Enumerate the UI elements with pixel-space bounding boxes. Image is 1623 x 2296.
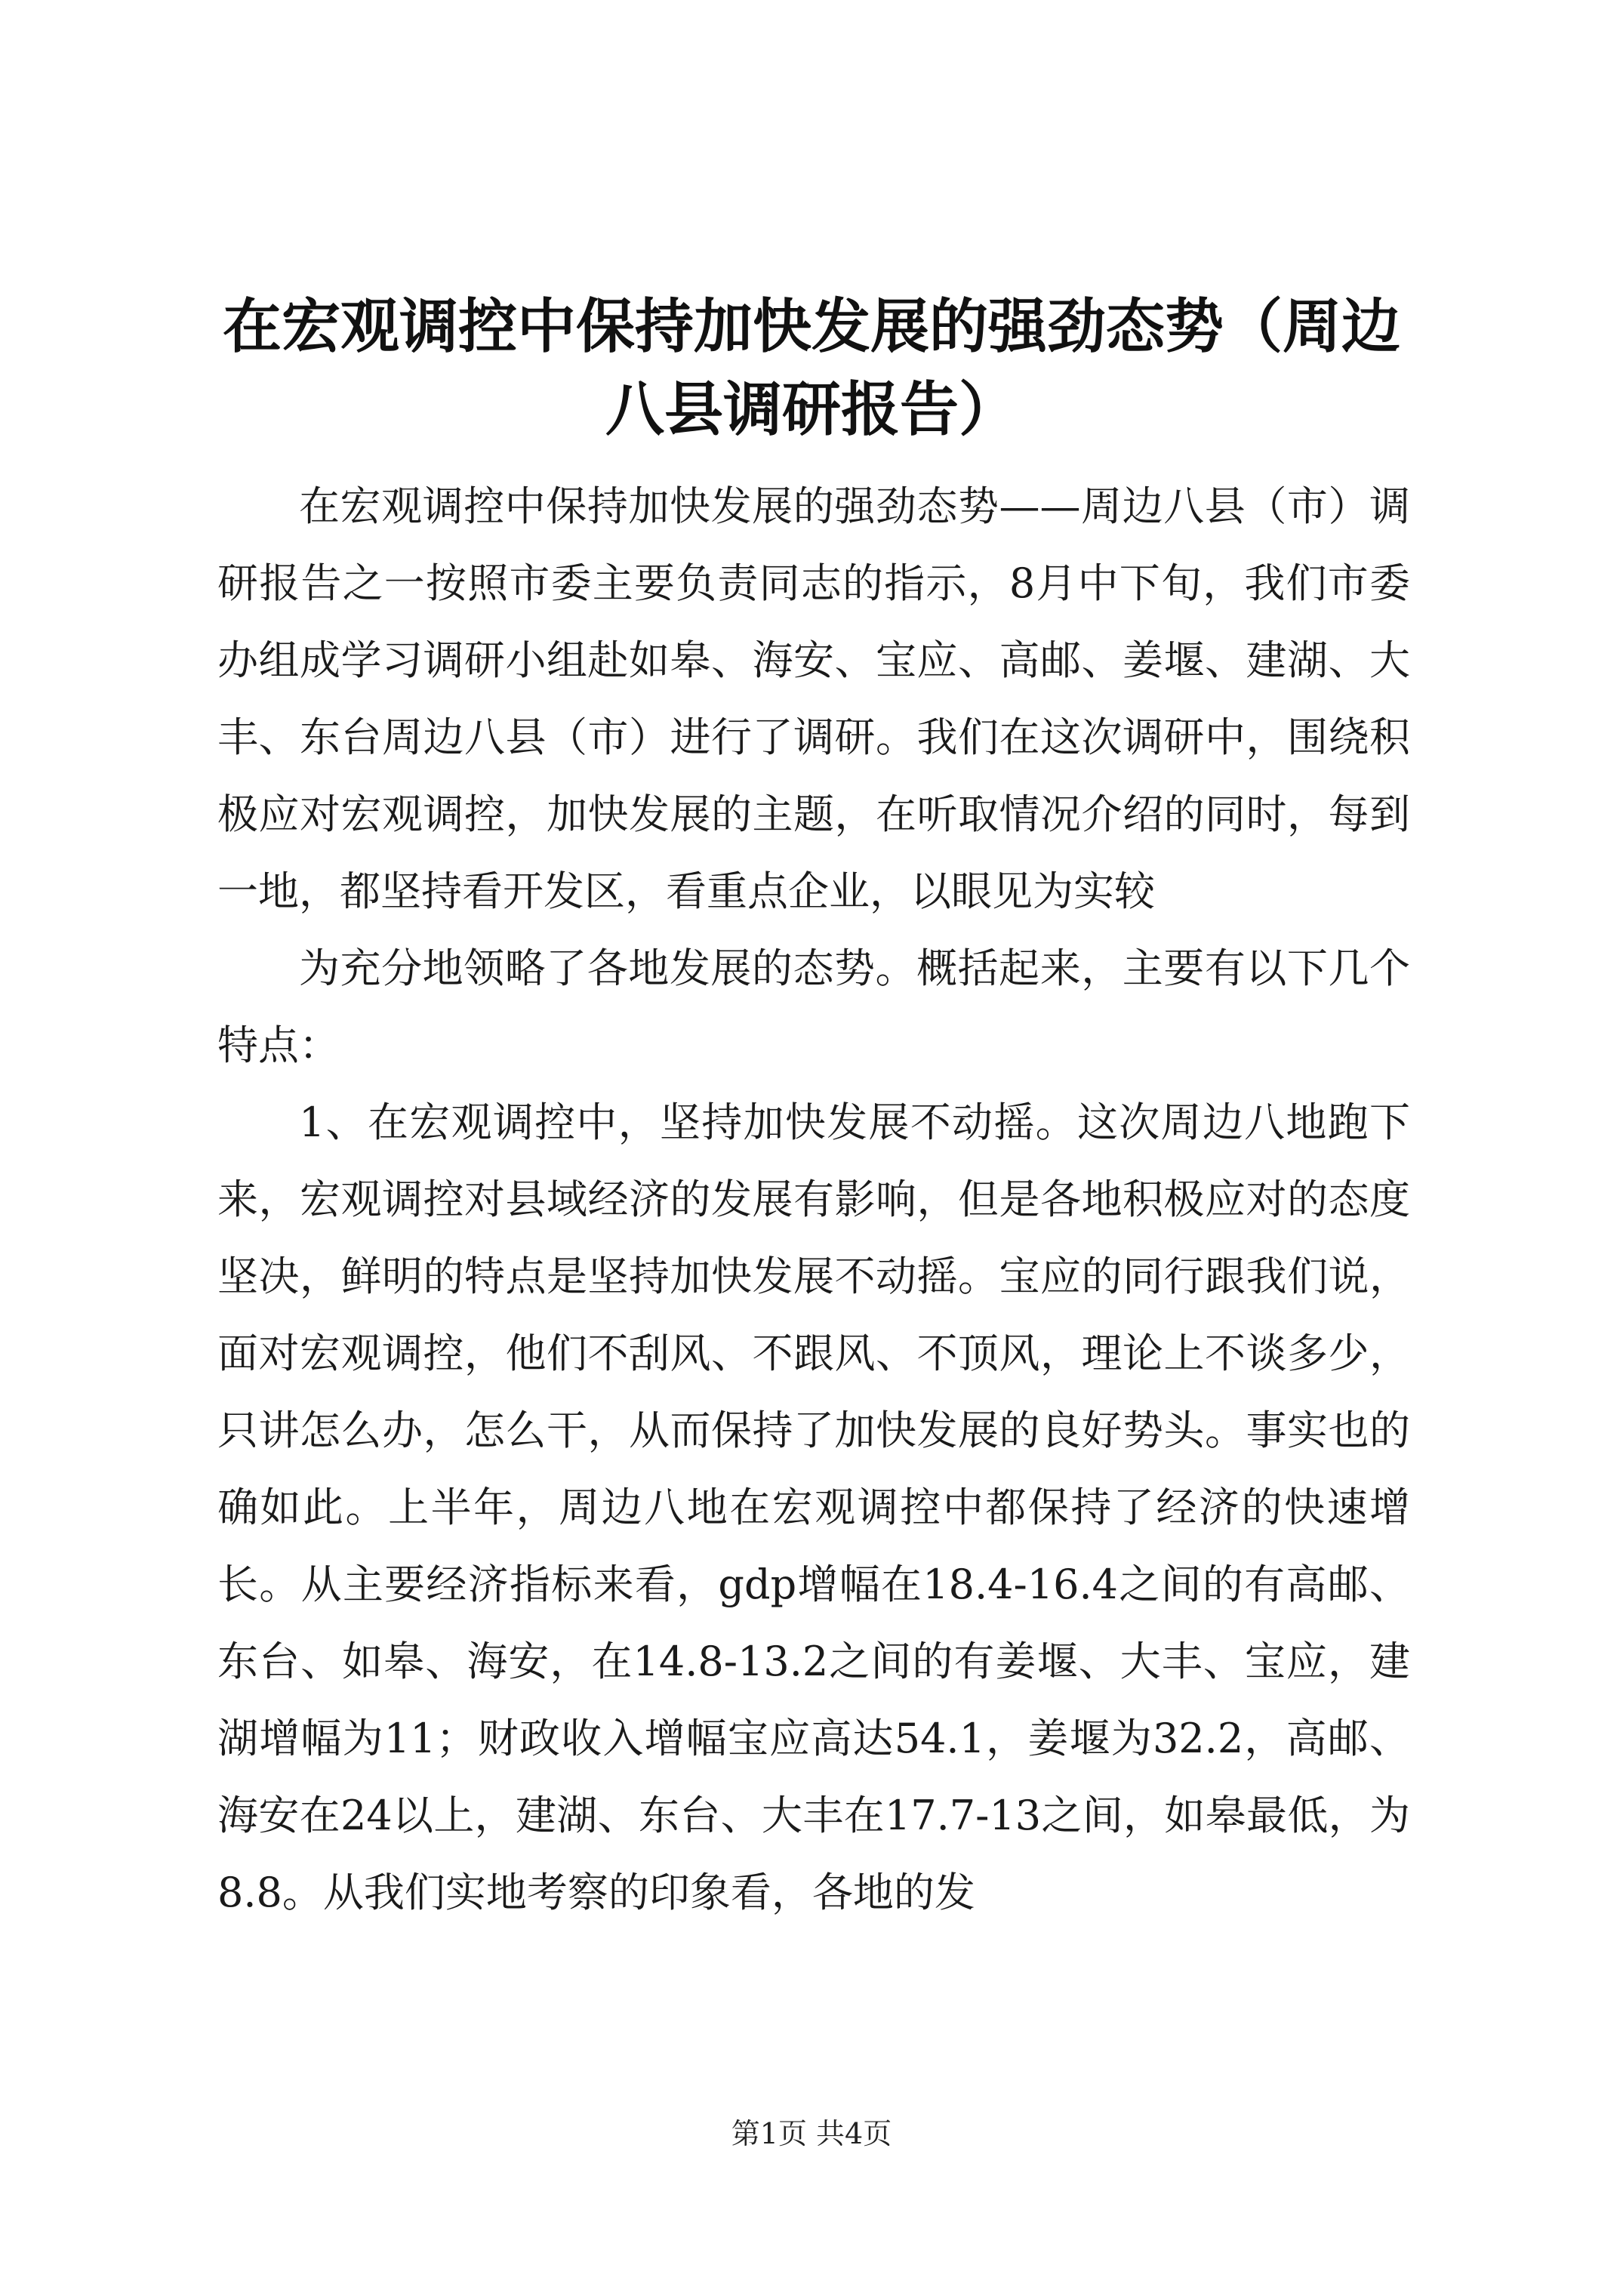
title-line-1: 在宏观调控中保持加快发展的强劲态势（周边 — [222, 292, 1400, 361]
paragraph-intro: 在宏观调控中保持加快发展的强劲态势——周边八县（市）调研报告之一按照市委主要负责同志的指示，8月中下旬，我们市委办组成学习调研小组赴如皋、海安、宝应、高邮、姜堰、建湖、大丰、东台周边八县（市）进行了调研。我们在这次调研中，围绕积极应对宏观调控，加快发展的主题，在听取情况介绍的同时，每到一地，都坚持看开发区，看重点企业，以眼见为实较 — [217, 482, 1410, 915]
paragraph-summary: 为充分地领略了各地发展的态势。概括起来，主要有以下几个特点： — [217, 945, 1410, 1069]
page-footer: 第1页 共4页 — [731, 2117, 892, 2150]
document-title — [181, 285, 1442, 451]
document-body — [217, 468, 1410, 1931]
title-line-2: 八县调研报告） — [605, 375, 1018, 444]
paragraph-point-1: 1、在宏观调控中，坚持加快发展不动摇。这次周边八地跑下来，宏观调控对县域经济的发展有影响，但是各地积极应对的态度坚决，鲜明的特点是坚持加快发展不动摇。宝应的同行跟我们说，面对宏观调控，他们不刮风、不跟风、不顶风，理论上不谈多少，只讲怎么办，怎么干，从而保持了加快发展的良好势头。事实也的确如此。上半年，周边八地在宏观调控中都保持了经济的快速增长。从主要经济指标来看，gdp增幅在18.4-16.4之间的有高邮、东台、如皋、海安，在14.8-13.2之间的有姜堰、大丰、宝应，建湖增幅为11；财政收入增幅宝应高达54.1，姜堰为32.2，高邮、海安在24以上，建湖、东台、大丰在17.7-13之间，如皋最低，为8.8。从我们实地考察的印象看，各地的发 — [217, 1099, 1410, 1916]
